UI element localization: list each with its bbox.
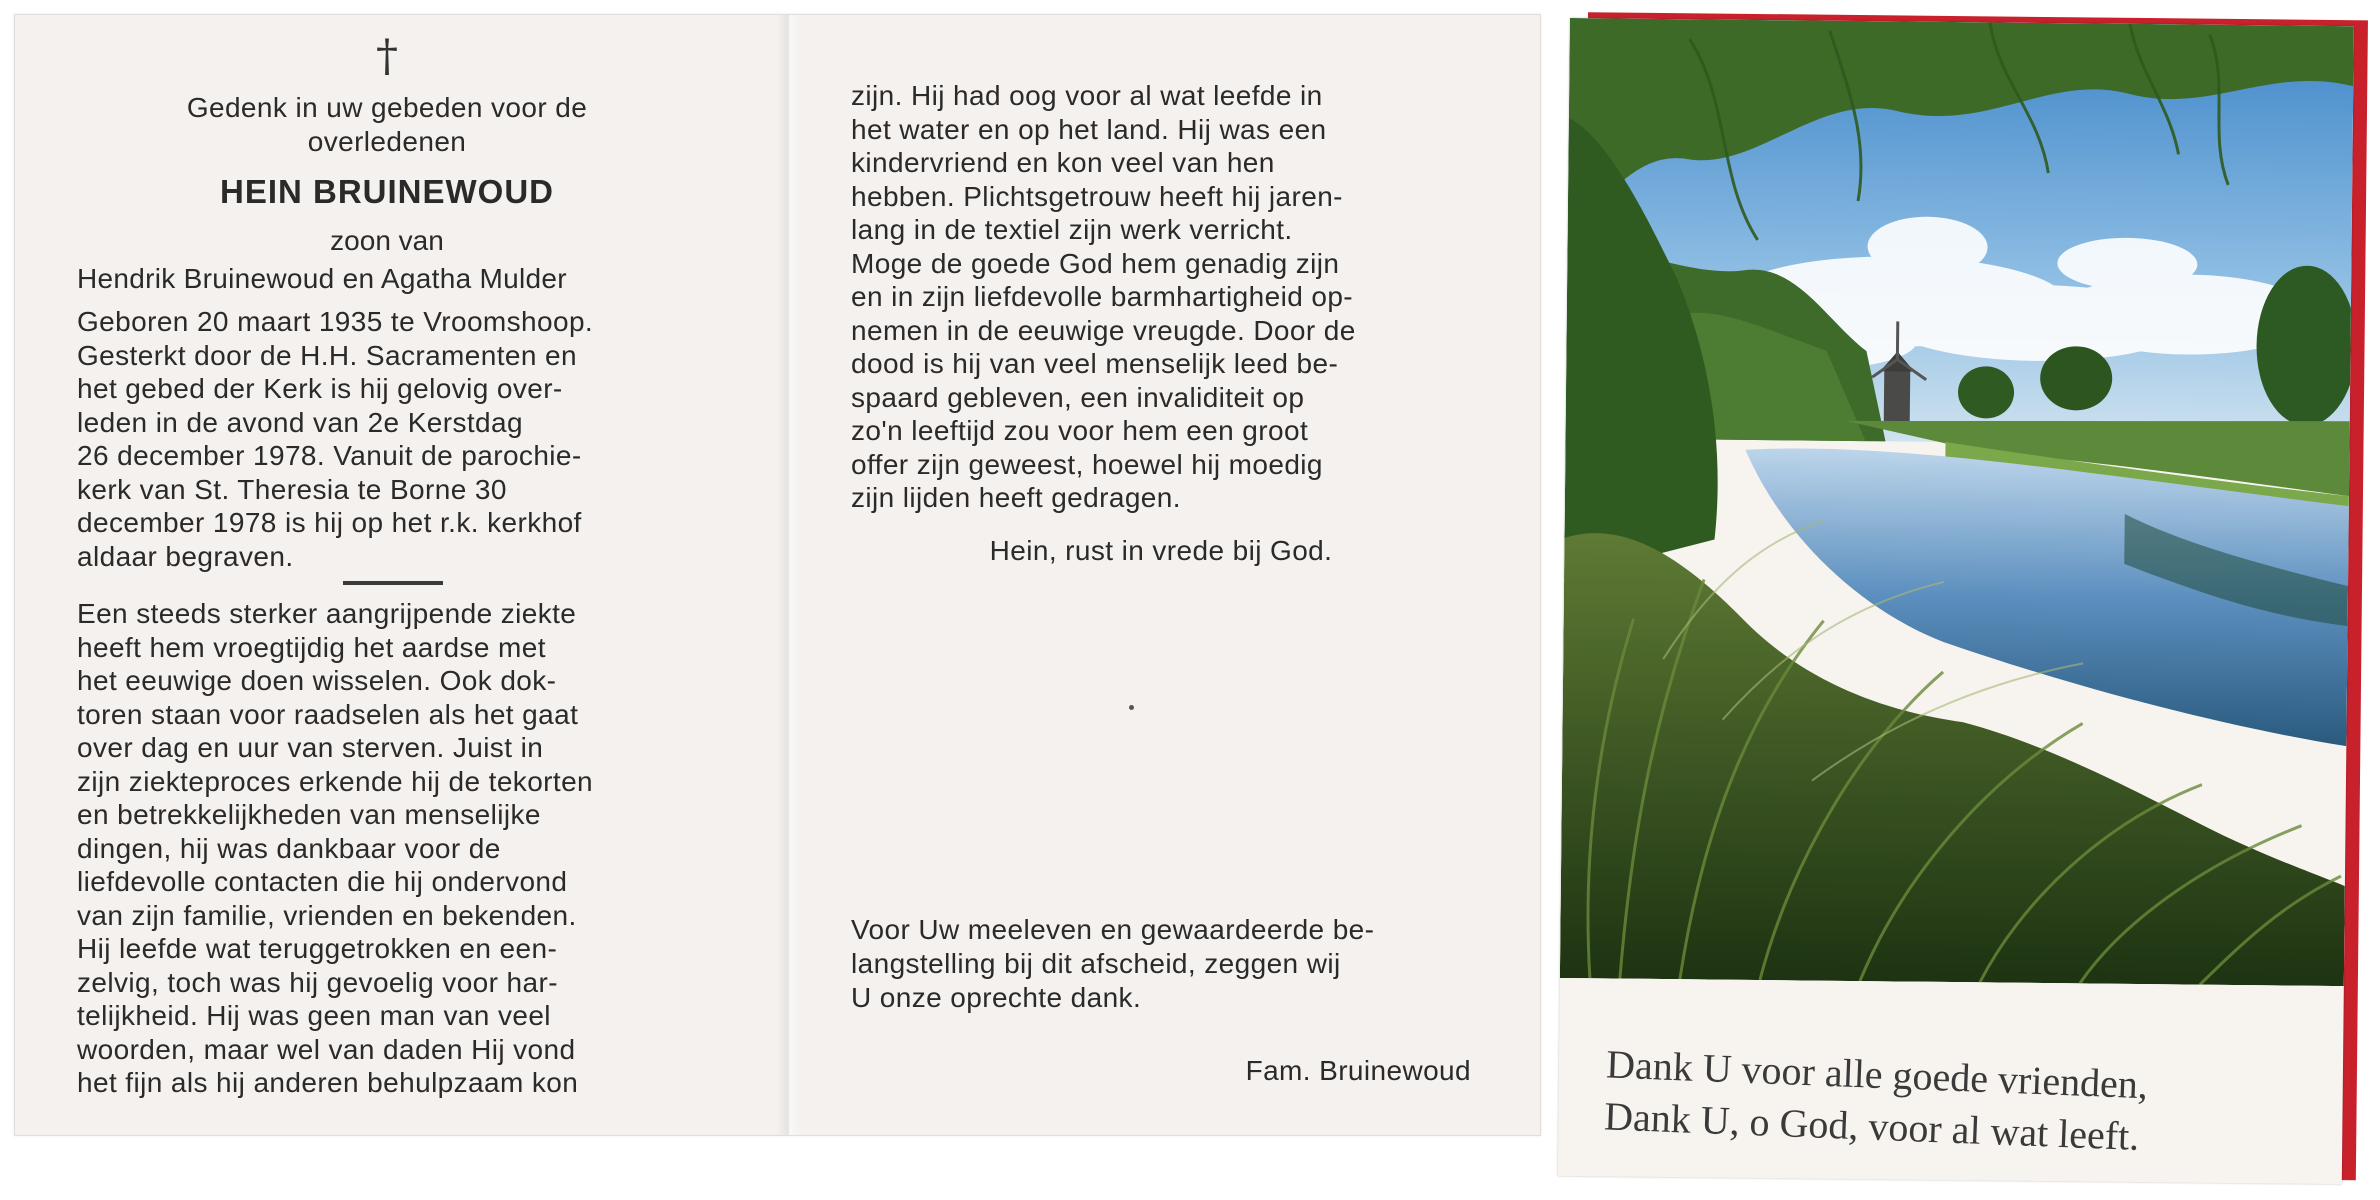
tribute-line: lang in de textiel zijn werk verricht.	[851, 214, 1293, 245]
tribute-line: zijn lijden heeft gedragen.	[851, 482, 1181, 513]
bio-line: Geboren 20 maart 1935 te Vroomshoop.	[77, 306, 594, 337]
thanks-line: Voor Uw meeleven en gewaardeerde be-	[851, 914, 1375, 945]
tribute-line: Moge de goede God hem genadig zijn	[851, 247, 1340, 279]
tribute-line: het fijn als hij anderen behulpzaam kon	[77, 1067, 579, 1098]
tribute-line: Hij leefde wat teruggetrokken en een-	[77, 933, 558, 964]
bio-line: leden in de avond van 2e Kerstdag	[77, 406, 523, 438]
thanks-line: U onze oprechte dank.	[851, 982, 1142, 1013]
family-signature: Fam. Bruinewoud	[1245, 1055, 1471, 1086]
paper-speck	[1129, 705, 1134, 710]
cross-icon: †	[376, 31, 398, 82]
intro-text	[77, 91, 697, 159]
landscape-photo	[1560, 18, 2354, 986]
rest-in-peace-line: Hein, rust in vrede bij God.	[989, 535, 1333, 566]
tribute-line: dingen, hij was dankbaar voor de	[77, 832, 501, 864]
biography	[77, 305, 697, 573]
tribute-line: Een steeds sterker aangrijpende ziekte	[77, 598, 577, 629]
tribute-line: het eeuwige doen wisselen. Ook dok-	[77, 665, 557, 696]
tribute-line: offer zijn geweest, hoewel hij moedig	[851, 448, 1323, 480]
tribute-line: kindervriend en kon veel van hen	[851, 147, 1275, 178]
parents-names: Hendrik Bruinewoud en Agatha Mulder	[77, 263, 567, 294]
tribute-line: heeft hem vroegtijdig het aardse met	[77, 631, 546, 663]
tribute-line: zo'n leeftijd zou voor hem een groot	[851, 415, 1309, 446]
intro-line: Gedenk in uw gebeden voor de	[186, 92, 588, 123]
tribute-line: liefdevolle contacten die hij ondervond	[77, 866, 568, 897]
intro-line: overledenen	[307, 126, 467, 157]
thanks-text	[851, 913, 1471, 1015]
tribute-line: zijn ziekteproces erkende hij de tekorten	[77, 765, 594, 797]
caption-line: Dank U, o God, voor al wat leeft.	[1603, 1093, 2141, 1159]
bio-line: Gesterkt door de H.H. Sacramenten en	[77, 339, 577, 371]
tribute-line: en in zijn liefdevolle barmhartigheid op-	[851, 281, 1354, 312]
bio-line: kerk van St. Theresia te Borne 30	[77, 473, 507, 505]
bio-line: december 1978 is hij op het r.k. kerkhof	[77, 507, 582, 538]
son-of-label: zoon van	[330, 225, 444, 256]
memorial-card	[14, 14, 1541, 1136]
tribute-line: dood is hij van veel menselijk leed be-	[851, 348, 1339, 379]
photo-card	[1558, 12, 2370, 1200]
tribute-line: woorden, maar wel van daden Hij vond	[77, 1033, 576, 1065]
caption-line: Dank U voor alle goede vrienden,	[1605, 1041, 2149, 1108]
tribute-line: telijkheid. Hij was geen man van veel	[77, 1000, 551, 1031]
tribute-line: hebben. Plichtsgetrouw heeft hij jaren-	[851, 180, 1343, 212]
tribute-continued	[851, 79, 1471, 515]
landscape-illustration	[1560, 18, 2354, 986]
bio-line: het gebed der Kerk is hij gelovig over-	[77, 373, 563, 404]
deceased-name: HEIN BRUINEWOUD	[220, 173, 554, 210]
section-divider	[343, 581, 443, 585]
tribute-line: spaard gebleven, een invaliditeit op	[851, 381, 1305, 413]
tribute-line: zelvig, toch was hij gevoelig voor har-	[77, 966, 558, 998]
tribute-line: het water en op het land. Hij was een	[851, 113, 1327, 145]
bio-line: 26 december 1978. Vanuit de parochie-	[77, 440, 582, 471]
tribute-line: zijn. Hij had oog voor al wat leefde in	[851, 80, 1323, 111]
tribute-text	[77, 597, 697, 1100]
photo-card-body	[1558, 18, 2354, 1184]
bio-line: aldaar begraven.	[77, 540, 294, 572]
card-fold	[777, 15, 801, 1135]
thanks-line: langstelling bij dit afscheid, zeggen wij	[851, 948, 1341, 979]
tribute-line: en betrekkelijkheden van menselijke	[77, 799, 541, 830]
photo-caption	[1603, 1038, 2326, 1170]
tribute-line: over dag en uur van sterven. Juist in	[77, 732, 544, 763]
tribute-line: nemen in de eeuwige vreugde. Door de	[851, 314, 1356, 346]
tribute-line: toren staan voor raadselen als het gaat	[77, 698, 579, 730]
tribute-line: van zijn familie, vrienden en bekenden.	[77, 899, 577, 931]
